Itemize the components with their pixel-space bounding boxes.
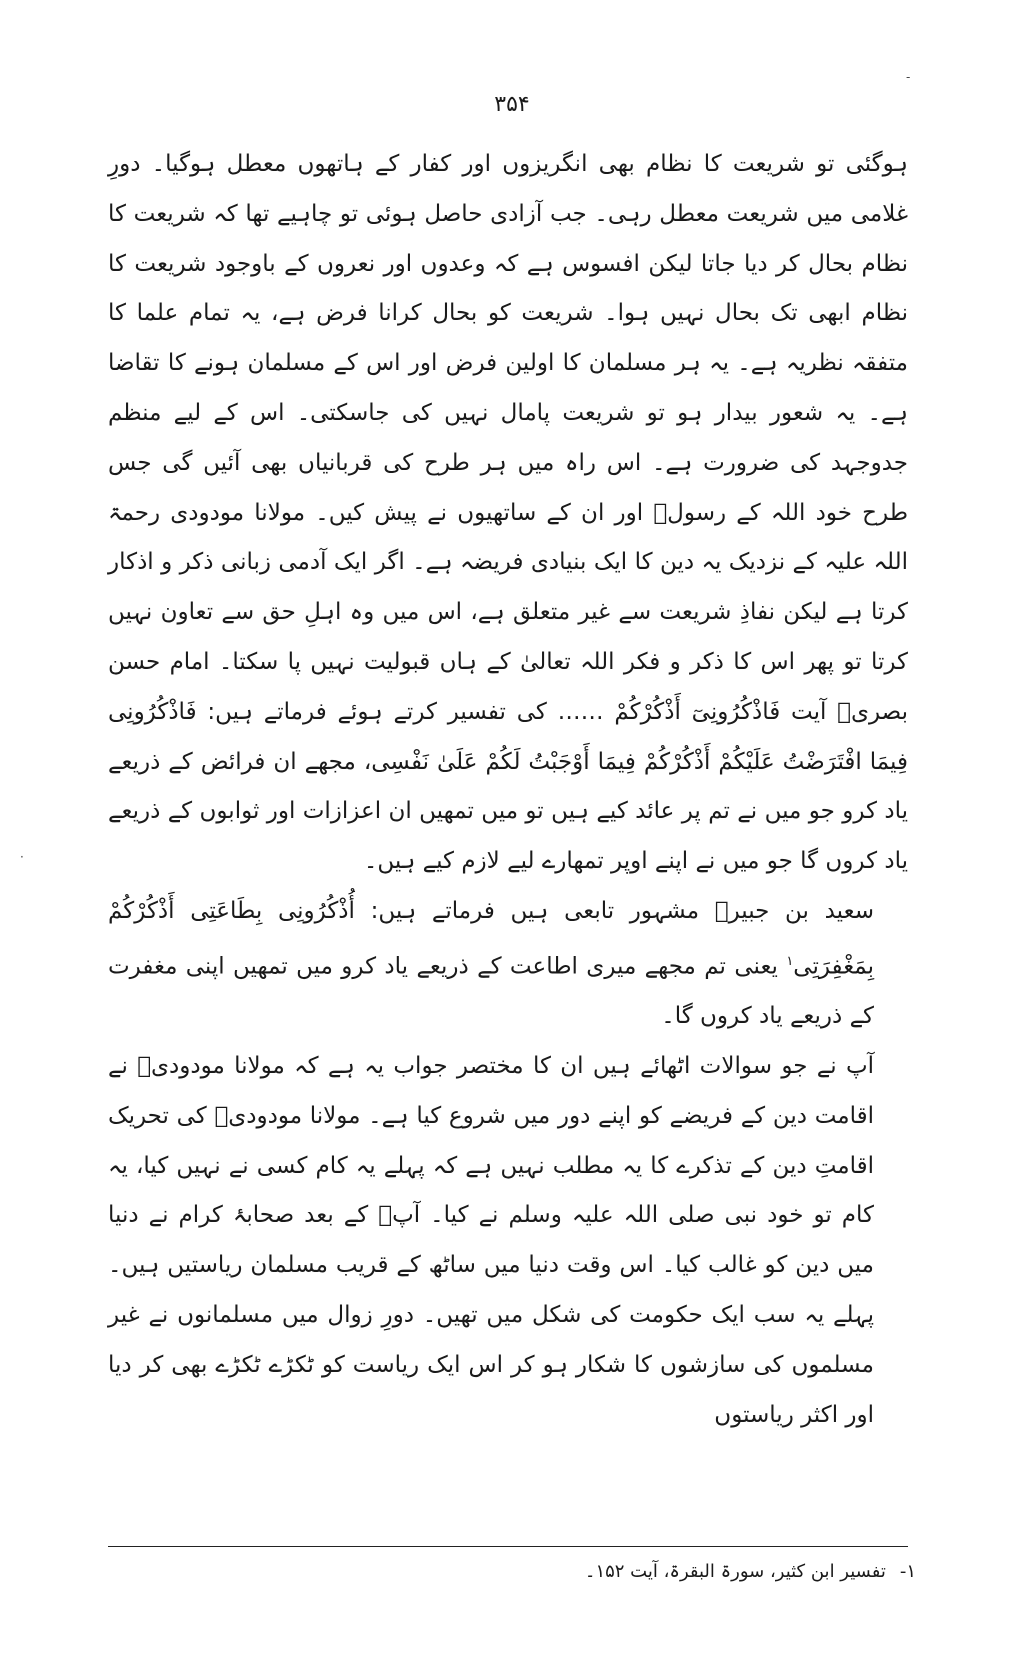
body-text <box>108 140 908 1440</box>
arabic-quote: فَاذْكُرُونِى فِيمَا افْتَرَضْتُ عَلَيْكُمْ أَذْكُرْكُمْ فِيمَا أَوْجَبْتُ لَكُمْ عَلَىٰ نَفْسِى <box>108 698 908 775</box>
paragraph <box>108 887 908 1042</box>
scan-mark: - <box>906 70 911 84</box>
paragraph-text: ، مجھے ان فرائض کے ذریعے یاد کرو جو میں نے تم پر عائد کیے ہیں تو میں تمھیں ان اعزازات اور ثوابوں کے ذریعے یاد کروں گا جو میں نے اپنے اوپر تمھارے لیے لازم کیے ہیں۔ <box>108 748 908 875</box>
paragraph <box>108 140 908 887</box>
paragraph-text: آپ نے جو سوالات اٹھائے ہیں ان کا مختصر جواب یہ ہے کہ مولانا مودودیؒ نے اقامت دین کے فریضے کو اپنے دور میں شروع کیا ہے۔ مولانا مودودیؒ کی تحریک اقامتِ دین کے تذکرے کا یہ مطلب نہیں ہے کہ پہلے یہ کام کسی نے نہیں کیا، یہ کام تو خود نبی صلی اللہ علیہ وسلم نے کیا۔ آپؐ کے بعد صحابۂ کرام نے دنیا میں دین کو غالب کیا۔ اس وقت دنیا میں ساٹھ کے قریب مسلمان ریاستیں ہیں۔ پہلے یہ سب ایک حکومت کی شکل میں تھیں۔ دورِ زوال میں مسلمانوں نے غیر مسلموں کی سازشوں کا شکار ہو کر اس ایک ریاست کو ٹکڑے ٹکڑے بھی کر دیا اور اکثر ریاستوں <box>108 1053 874 1428</box>
footnote-marker: ۱ <box>786 953 794 969</box>
footnote-divider <box>108 1546 908 1547</box>
paragraph-text: یعنی تم مجھے میری اطاعت کے ذریعے یاد کرو میں تمھیں اپنی مغفرت کے ذریعے یاد کروں گا۔ <box>108 953 874 1030</box>
paragraph-text: ہوگئی تو شریعت کا نظام بھی انگریزوں اور کفار کے ہاتھوں معطل ہوگیا۔ دورِ غلامی میں شریعت معطل رہی۔ جب آزادی حاصل ہوئی تو چاہیے تھا کہ شریعت کا نظام بحال کر دیا جاتا لیکن افسوس ہے کہ وعدوں اور نعروں کے باوجود شریعت کا نظام ابھی تک بحال نہیں ہوا۔ شریعت کو بحال کرانا فرض ہے، یہ تمام علما کا متفقہ نظریہ ہے۔ یہ ہر مسلمان کا اولین فرض اور اس کے مسلمان ہونے کا تقاضا ہے۔ یہ شعور بیدار ہو تو شریعت پامال نہیں کی جاسکتی۔ اس کے لیے منظم جدوجہد کی ضرورت ہے۔ اس راہ میں ہر طرح کی قربانیاں بھی آئیں گی جس طرح خود اللہ کے رسولؐ اور ان کے ساتھیوں نے پیش کیں۔ مولانا مودودی رحمۃ اللہ علیہ کے نزدیک یہ دین کا ایک بنیادی فریضہ ہے۔ اگر ایک آدمی زبانی ذکر و اذکار کرتا ہے لیکن نفاذِ شریعت سے غیر متعلق ہے، اس میں وہ اہلِ حق سے تعاون نہیں کرتا تو پھر اس کا ذکر و فکر اللہ تعالیٰ کے ہاں قبولیت نہیں پا سکتا۔ امام حسن بصریؒ آیت <box>108 151 908 725</box>
paragraph <box>108 1042 908 1440</box>
page-number: ۳۵۴ <box>494 92 530 117</box>
paragraph-text: سعید بن جبیرؒ مشہور تابعی ہیں فرماتے ہیں: <box>354 897 874 924</box>
arabic-quote: فَاذْكُرُونِىٓ أَذْكُرْكُمْ …… <box>557 698 781 725</box>
scan-mark: · <box>20 850 24 864</box>
footnote-text: تفسیر ابن کثیر، سورۃ البقرۃ، آیت ۱۵۲۔ <box>584 1561 886 1582</box>
paragraph-text: کی تفسیر کرتے ہوئے فرماتے ہیں: <box>196 698 558 725</box>
footnote <box>116 1558 916 1586</box>
footnote-number: ۱- <box>899 1561 916 1582</box>
arabic-quote: أُذْكُرُونِى بِطَاعَتِى أَذْكُرْكُمْ بِمَغْفِرَتِى <box>108 897 874 980</box>
